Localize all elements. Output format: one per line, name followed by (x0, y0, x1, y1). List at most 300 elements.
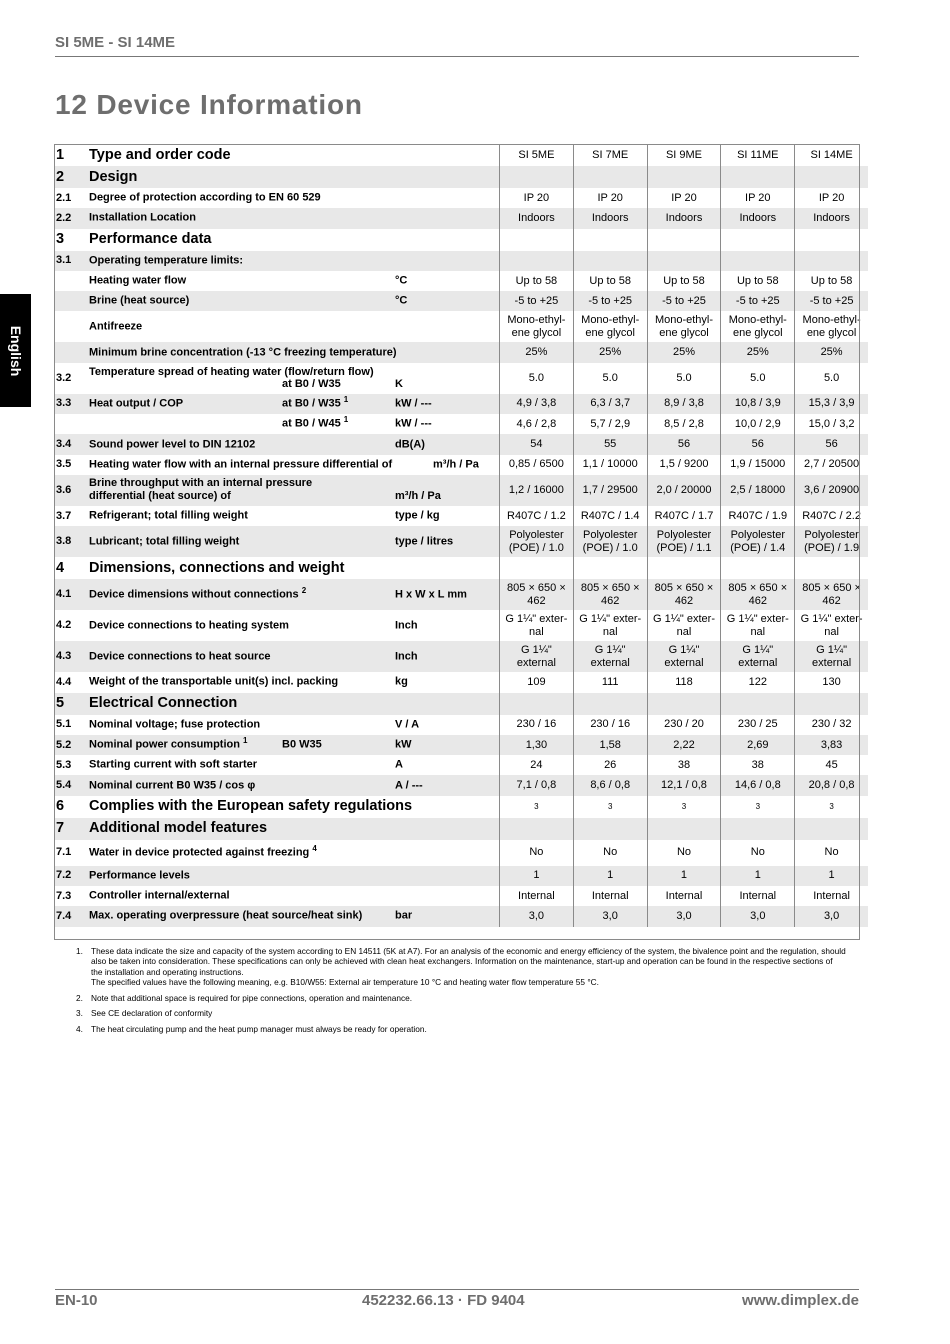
row-unit: H x W x L mm (395, 588, 467, 601)
cell-value: 3 (721, 796, 795, 818)
cell-value: Polyolester (656, 528, 712, 541)
cell-value: R407C / 2.2 (795, 506, 868, 526)
cell-value: 1,7 / 29500 (573, 475, 647, 506)
cell-value: ene glycol (511, 326, 562, 339)
cell-value: Internal (647, 886, 721, 906)
table-row-section (54, 693, 868, 715)
row-label: Type and order code (89, 146, 231, 163)
cell-value: 25% (721, 342, 795, 362)
row-number: 3.6 (54, 475, 87, 506)
table-row (54, 866, 868, 886)
cell-value: 38 (721, 755, 795, 775)
row-label: Sound power level to DIN 12102 (89, 438, 256, 451)
cell-value: R407C / 1.7 (647, 506, 721, 526)
row-label: Heating water flow (89, 274, 187, 287)
cell-value: No (795, 840, 868, 866)
cell-value: 2,22 (647, 735, 721, 755)
table-row (54, 775, 868, 795)
table-row (54, 291, 868, 311)
row-number: 3.4 (54, 434, 87, 454)
cell-value: external (738, 656, 778, 669)
cell-value: external (590, 656, 630, 669)
row-number: 3.5 (56, 458, 72, 471)
cell-value: (POE) / 1.1 (656, 541, 712, 554)
cell-value: 25% (573, 342, 647, 362)
cell-value: 5.0 (573, 363, 647, 394)
table-row (54, 610, 868, 641)
row-number: 2 (54, 166, 87, 188)
row-label: Electrical Connection (87, 693, 500, 715)
cell-value: 3 (795, 796, 868, 818)
row-condition: at B0 / W35 (282, 397, 341, 410)
cell-value: Indoors (795, 208, 868, 228)
footnote-item (76, 1008, 846, 1018)
cell-value: 462 (674, 594, 694, 607)
cell-value: 15,0 / 3,2 (795, 414, 868, 434)
row-label: Device dimensions without connections (89, 588, 299, 601)
footnote-text: Note that additional space is required for pipe connections, operation and maintenance. (91, 992, 413, 1003)
row-number: 3.7 (56, 509, 72, 522)
cell-value: G 1¼" (594, 643, 626, 656)
cell-value: 56 (647, 434, 721, 454)
row-number: 3.1 (54, 251, 87, 271)
cell-value: Polyolester (730, 528, 785, 541)
cell-value: Polyolester (509, 528, 564, 541)
row-label: Water in device protected against freezing (89, 846, 310, 859)
table-row-section (54, 229, 868, 251)
row-label: Brine throughput with an internal pressure (89, 477, 313, 490)
cell-value: 3,0 (500, 906, 574, 926)
table-row (54, 251, 868, 271)
language-side-tab (0, 294, 31, 407)
cell-value: 462 (748, 594, 767, 607)
row-unit: A (395, 758, 403, 771)
row-label: Heat output / COP (89, 397, 184, 410)
cell-value: 3,0 (647, 906, 721, 926)
cell-value: R407C / 1.4 (573, 506, 647, 526)
row-number: 1 (56, 146, 65, 163)
cell-value: Internal (500, 886, 574, 906)
table-row (54, 434, 868, 454)
cell-value: Internal (573, 886, 647, 906)
row-number: 7.2 (54, 866, 87, 886)
row-label: differential (heat source) of (89, 490, 231, 503)
cell-value: G 1¼" exter- (653, 612, 715, 625)
row-label: Dimensions, connections and weight (89, 559, 345, 576)
cell-value: IP 20 (500, 188, 574, 208)
row-unit: K (395, 377, 403, 390)
row-label: Lubricant; total filling weight (89, 535, 240, 548)
cell-value: 3 (573, 796, 647, 818)
cell-value: (POE) / 1.0 (508, 541, 564, 554)
footnote-text: The heat circulating pump and the heat pump manager must always be ready for operation. (91, 1024, 427, 1035)
row-unit: A / --- (395, 779, 423, 792)
cell-value: Up to 58 (721, 271, 795, 291)
cell-value: No (500, 840, 574, 866)
footnote-ref: 1 (243, 735, 248, 745)
row-number: 7.4 (54, 906, 87, 926)
cell-value: IP 20 (795, 188, 868, 208)
cell-value: 109 (500, 672, 574, 692)
cell-value: 55 (573, 434, 647, 454)
footnote-text: These data indicate the size and capacity of the system according to EN 14511 (5K at A7). For an analysis of the economic and energy efficiency of the system, the bivalence point and the regulation, should also be taken into consideration. These specifications can only be achieved with clean heat exchangers. Information on the maintenance, start-up and operation can be found in the respective sections of the installation and operating instructions. (91, 946, 846, 977)
cell-value: 2,69 (721, 735, 795, 755)
cell-value: Mono-ethyl- (507, 313, 566, 326)
row-condition: at B0 / W35 (282, 377, 341, 390)
row-unit: type / kg (395, 509, 440, 522)
table-row (54, 394, 868, 414)
language-side-tab-label: English (7, 325, 24, 376)
footnote-ref: 1 (343, 394, 349, 404)
document-header-title: SI 5ME - SI 14ME (55, 34, 176, 51)
table-row-section (54, 166, 868, 188)
row-number: 4.1 (54, 579, 87, 610)
cell-value: nal (602, 625, 618, 638)
cell-value: ene glycol (585, 326, 635, 339)
page-title: 12 Device Information (55, 89, 363, 120)
row-condition: at B0 / W45 (282, 417, 341, 430)
footnote-item (76, 993, 846, 1003)
row-number: 5 (54, 693, 87, 715)
row-label: Temperature spread of heating water (flow/return flow) (89, 365, 374, 378)
row-label: Design (87, 166, 500, 188)
cell-value: 805 × 650 × (580, 581, 640, 594)
cell-value: nal (824, 625, 839, 638)
row-number: 4.3 (54, 641, 87, 672)
cell-value: 4,9 / 3,8 (500, 394, 574, 414)
cell-value: 122 (721, 672, 795, 692)
row-unit: kW (395, 738, 412, 751)
cell-value: 2,7 / 20500 (795, 455, 868, 475)
cell-value: 3,0 (795, 906, 868, 926)
cell-value: G 1¼" exter- (800, 612, 863, 625)
footer-divider (55, 1289, 859, 1290)
table-row (54, 506, 868, 526)
table-row-section (54, 557, 868, 579)
cell-value: 25% (795, 342, 868, 362)
cell-value: 230 / 32 (795, 715, 868, 735)
cell-value: 5,7 / 2,9 (573, 414, 647, 434)
cell-value: 14,6 / 0,8 (721, 775, 795, 795)
row-number: 5.4 (54, 775, 87, 795)
page-number: EN-10 (55, 1292, 98, 1309)
table-row-section (54, 818, 868, 840)
cell-value: 25% (647, 342, 721, 362)
cell-value: 26 (573, 755, 647, 775)
row-label: Weight of the transportable unit(s) incl. packing (89, 675, 339, 688)
row-label: Performance data (89, 231, 212, 248)
cell-value: 1,58 (573, 735, 647, 755)
cell-value: 230 / 25 (721, 715, 795, 735)
footnote-number: 1. (76, 946, 83, 956)
row-label: Brine (heat source) (89, 294, 190, 307)
row-number: 5.2 (54, 735, 87, 755)
row-number: 3 (56, 231, 65, 248)
cell-value: 5.0 (647, 363, 721, 394)
cell-value: No (647, 840, 721, 866)
row-number: 7.1 (56, 846, 72, 859)
cell-value: 24 (500, 755, 574, 775)
row-number: 3.3 (54, 394, 87, 414)
model-header: SI 14ME (795, 144, 868, 166)
cell-value: 118 (647, 672, 721, 692)
cell-value: nal (529, 625, 544, 638)
table-row (54, 188, 868, 208)
cell-value: R407C / 1.2 (500, 506, 574, 526)
cell-value: Mono-ethyl- (728, 313, 787, 326)
cell-value: 462 (601, 594, 620, 607)
cell-value: G 1¼" (520, 643, 552, 656)
cell-value: 1,30 (500, 735, 574, 755)
cell-value: 56 (795, 434, 868, 454)
cell-value: 1,5 / 9200 (647, 455, 721, 475)
row-label: Complies with the European safety regulations (89, 798, 413, 815)
row-unit: °C (395, 274, 408, 287)
cell-value: nal (676, 625, 692, 638)
cell-value: 230 / 20 (647, 715, 721, 735)
cell-value: 6,3 / 3,7 (573, 394, 647, 414)
cell-value: 10,8 / 3,9 (721, 394, 795, 414)
cell-value: 462 (822, 594, 841, 607)
row-label: Device connections to heating system (89, 619, 289, 632)
row-number: 4.2 (56, 619, 72, 632)
cell-value: 2,0 / 20000 (647, 475, 721, 506)
row-number: 6 (56, 798, 65, 815)
cell-value: Up to 58 (500, 271, 574, 291)
table-row (54, 475, 868, 506)
cell-value: G 1¼" exter- (505, 612, 568, 625)
table-row (54, 715, 868, 735)
row-label: Heating water flow with an internal pressure differential of (89, 458, 393, 471)
footnote-number: 2. (76, 992, 83, 1003)
table-row (54, 311, 868, 342)
table-row (54, 414, 868, 434)
cell-value: G 1¼" exter- (726, 612, 789, 625)
cell-value: 0,85 / 6500 (500, 455, 574, 475)
row-unit: kW / --- (395, 417, 432, 430)
document-number: 452232.66.13 · FD 9404 (362, 1292, 525, 1309)
cell-value: 462 (527, 594, 546, 607)
cell-value: Indoors (573, 208, 647, 228)
table-row (54, 342, 868, 362)
cell-value: 8,9 / 3,8 (647, 394, 721, 414)
cell-value: R407C / 1.9 (721, 506, 795, 526)
row-unit: V / A (395, 718, 420, 731)
cell-value: external (664, 656, 704, 669)
cell-value: external (812, 656, 852, 669)
row-label: Additional model features (87, 818, 500, 840)
cell-value: 8,5 / 2,8 (647, 414, 721, 434)
row-number: 5.1 (56, 718, 72, 731)
cell-value: 1,1 / 10000 (573, 455, 647, 475)
row-unit: m³/h / Pa (395, 489, 441, 502)
row-label: Refrigerant; total filling weight (89, 509, 248, 522)
row-unit: Inch (395, 650, 418, 663)
row-unit: type / litres (395, 535, 454, 548)
cell-value: 1 (721, 866, 795, 886)
cell-value: 3,6 / 20900 (795, 475, 868, 506)
cell-value: 20,8 / 0,8 (795, 775, 868, 795)
row-label: Controller internal/external (89, 889, 230, 902)
row-label: Nominal current B0 W35 / cos φ (89, 779, 256, 792)
cell-value: 12,1 / 0,8 (647, 775, 721, 795)
cell-value: G 1¼" (742, 643, 774, 656)
footnote-item (76, 1024, 846, 1034)
cell-value: 56 (721, 434, 795, 454)
cell-value: -5 to +25 (573, 291, 647, 311)
cell-value: ene glycol (733, 326, 783, 339)
row-unit: °C (395, 294, 408, 307)
website-link[interactable]: www.dimplex.de (742, 1292, 859, 1309)
cell-value: 54 (500, 434, 574, 454)
table-row (54, 886, 868, 906)
footnote-item (76, 946, 846, 987)
cell-value: Up to 58 (647, 271, 721, 291)
cell-value: 1,2 / 16000 (500, 475, 574, 506)
cell-value: 111 (573, 672, 647, 692)
footnote-text: See CE declaration of conformity (91, 1008, 213, 1019)
cell-value: 805 × 650 × (507, 581, 566, 594)
table-row (54, 735, 868, 755)
row-label: Nominal power consumption (89, 738, 240, 751)
cell-value: 2,5 / 18000 (721, 475, 795, 506)
row-label: Performance levels (89, 869, 190, 882)
table-row-section (54, 796, 868, 818)
cell-value: IP 20 (573, 188, 647, 208)
cell-value: 7,1 / 0,8 (500, 775, 574, 795)
row-unit: kW / --- (395, 397, 432, 410)
row-label: Antifreeze (89, 320, 143, 333)
table-row (54, 641, 868, 672)
model-header: SI 5ME (500, 144, 574, 166)
model-header: SI 11ME (721, 144, 795, 166)
cell-value: Mono-ethyl- (654, 313, 714, 326)
cell-value: 25% (500, 342, 574, 362)
footnote-text: The specified values have the following meaning, e.g. B10/W55: External air temperature 10 °C and heating water flow temperature 55 °C. (91, 976, 599, 987)
cell-value: Mono-ethyl- (581, 313, 640, 326)
footnote-number: 3. (76, 1008, 83, 1019)
cell-value: -5 to +25 (500, 291, 574, 311)
cell-value: 5.0 (500, 363, 574, 394)
cell-value: Indoors (500, 208, 574, 228)
cell-value: 5.0 (795, 363, 868, 394)
cell-value: Up to 58 (795, 271, 868, 291)
row-unit: bar (395, 909, 413, 922)
footnote-number: 4. (76, 1024, 83, 1035)
header-divider (55, 56, 859, 57)
table-row (54, 579, 868, 610)
cell-value: 1 (647, 866, 721, 886)
cell-value: No (573, 840, 647, 866)
model-header: SI 9ME (647, 144, 721, 166)
cell-value: Polyolester (582, 528, 638, 541)
row-number: 4 (56, 559, 65, 576)
cell-value: 805 × 650 × (802, 581, 861, 594)
row-number: 7 (54, 818, 87, 840)
table-row (54, 271, 868, 291)
cell-value: external (516, 656, 556, 669)
cell-value: 15,3 / 3,9 (795, 394, 868, 414)
cell-value: 1 (573, 866, 647, 886)
model-header: SI 7ME (573, 144, 647, 166)
cell-value: (POE) / 1.4 (730, 541, 786, 554)
row-label: Max. operating overpressure (heat source/heat sink) (89, 909, 363, 922)
cell-value: 1,9 / 15000 (721, 455, 795, 475)
cell-value: 3,0 (721, 906, 795, 926)
row-label: Starting current with soft starter (89, 758, 258, 771)
cell-value: Polyolester (804, 528, 859, 541)
table-row (54, 840, 868, 866)
row-number: 4.4 (56, 675, 72, 688)
cell-value: 230 / 16 (500, 715, 574, 735)
table-row (54, 906, 868, 926)
cell-value: Indoors (647, 208, 721, 228)
cell-value: 805 × 650 × (728, 581, 788, 594)
cell-value: -5 to +25 (795, 291, 868, 311)
cell-value: 3 (647, 796, 721, 818)
row-number: 7.3 (56, 889, 72, 902)
cell-value: 10,0 / 2,9 (721, 414, 795, 434)
row-number: 2.2 (54, 208, 87, 228)
table-row (54, 363, 868, 394)
cell-value: 45 (795, 755, 868, 775)
cell-value: 3,83 (795, 735, 868, 755)
row-condition: B0 W35 (282, 738, 322, 751)
row-label: Degree of protection according to EN 60 529 (89, 191, 321, 204)
row-number: 5.3 (56, 758, 72, 771)
cell-value: ene glycol (806, 326, 857, 339)
cell-value: 8,6 / 0,8 (573, 775, 647, 795)
cell-value: G 1¼" exter- (579, 612, 642, 625)
cell-value: ene glycol (659, 326, 709, 339)
table-row (54, 526, 868, 557)
table-row (54, 672, 868, 692)
cell-value: (POE) / 1.0 (582, 541, 638, 554)
cell-value: nal (750, 625, 766, 638)
cell-value: 5.0 (721, 363, 795, 394)
footnotes (76, 946, 846, 1040)
row-label: Nominal voltage; fuse protection (89, 718, 261, 731)
row-unit: kg (395, 675, 408, 688)
cell-value: Internal (795, 886, 868, 906)
cell-value: IP 20 (721, 188, 795, 208)
cell-value: 805 × 650 × (654, 581, 714, 594)
table-row-type-order-code (54, 144, 868, 166)
row-number: 2.1 (56, 191, 72, 204)
row-unit: dB(A) (395, 438, 425, 451)
cell-value: 1 (500, 866, 574, 886)
cell-value: IP 20 (647, 188, 721, 208)
footnote-ref: 2 (301, 585, 307, 595)
table-row (54, 455, 868, 475)
row-label: Device connections to heat source (89, 650, 271, 663)
cell-value: G 1¼" (816, 643, 847, 656)
cell-value: 38 (647, 755, 721, 775)
cell-value: 130 (795, 672, 868, 692)
row-number: 3.8 (54, 526, 87, 557)
row-number: 3.2 (56, 371, 72, 384)
row-label: Installation Location (89, 211, 196, 224)
cell-value: -5 to +25 (721, 291, 795, 311)
cell-value: G 1¼" (668, 643, 700, 656)
cell-value: (POE) / 1.9 (804, 541, 860, 554)
table-row (54, 755, 868, 775)
cell-value: Mono-ethyl- (802, 313, 861, 326)
cell-value: Up to 58 (573, 271, 647, 291)
table-row (54, 208, 868, 228)
footnote-ref: 1 (343, 415, 349, 425)
cell-value: Indoors (721, 208, 795, 228)
